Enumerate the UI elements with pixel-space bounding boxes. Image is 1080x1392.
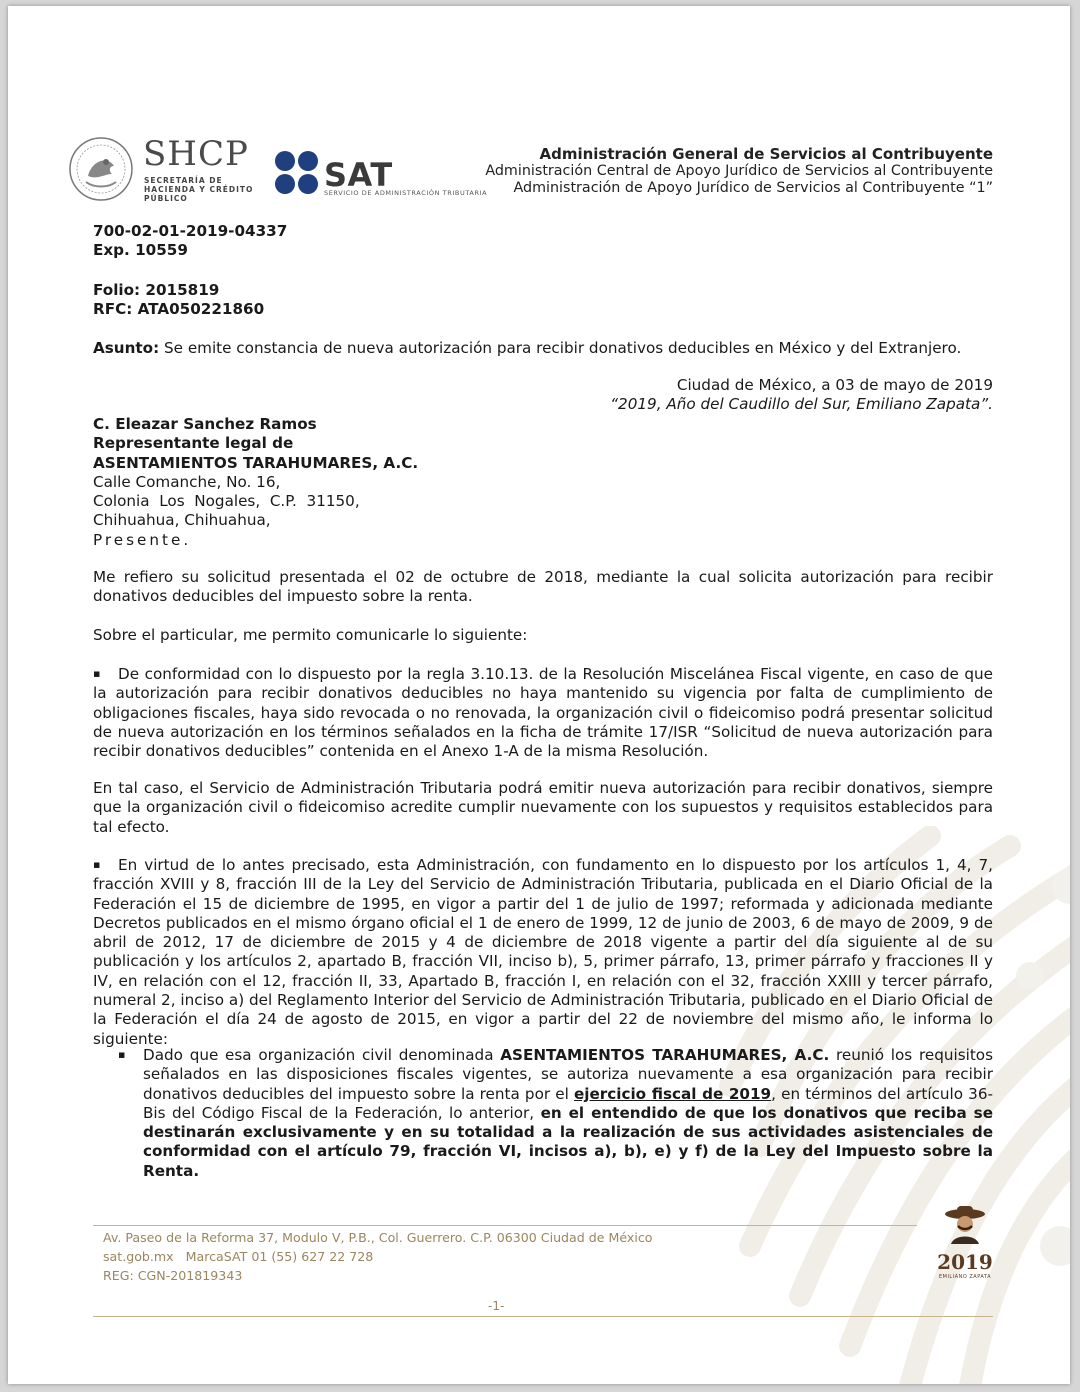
presente: Presente. — [93, 530, 192, 549]
paragraph-6 — [143, 1046, 993, 1181]
paragraph-1: Me refiero su solicitud presentada el 02 de octubre de 2018, mediante la cual solicita autorización para recibir donativos deducibles del impuesto sobre la renta. — [93, 568, 993, 606]
paragraph-3 — [93, 664, 993, 761]
paragraph-3-text: De conformidad con lo dispuesto por la regla 3.10.13. de la Resolución Miscelánea Fiscal vigente, en caso de que la autorización para recibir donativos deducibles no haya mantenido su vigencia por falta de cumplimiento de obligaciones fiscales, haya sido revocada o no renovada, la organización civil o fideicomiso podrá presentar solicitud de nueva autorización en los términos señalados en la ficha de trámite 17/ISR “Solicitud de nueva autorización para recibir donativos deducibles” contenida en el Anexo 1-A de la misma Resolución. — [93, 665, 993, 761]
zapata-portrait-icon — [942, 1204, 988, 1244]
p6-bold-clause: en el entendido de que los donativos que reciba se destinarán exclusivamente y en su totalidad a la realización de sus actividades asistenciales de conformidad con el artículo 79, fracción VI, incisos a), b), e) y f) de la Ley del Impuesto sobre la Renta. — [143, 1103, 993, 1180]
bullet-icon: ▪ — [93, 667, 101, 680]
admin-general: Administración General de Servicios al Contribuyente — [539, 145, 993, 163]
asunto-line — [93, 339, 993, 358]
logo-year: 2019 — [937, 1250, 993, 1274]
zapata-2019-logo — [930, 1204, 1000, 1290]
footer-block — [103, 1228, 652, 1285]
asunto-label: Asunto: — [93, 339, 160, 357]
expediente-number: Exp. 10559 — [93, 241, 188, 260]
addressee-name: C. Eleazar Sanchez Ramos — [93, 415, 317, 433]
bullet-icon: ▪ — [118, 1048, 126, 1061]
p6-part-b: reunió los requisitos señalados en las disposiciones fiscales vigentes, se autoriza nuevamente a esa organización para recibir donativos deducibles del impuesto sobre la renta por el — [143, 1046, 993, 1103]
shcp-logo-text: SHCP — [143, 134, 249, 174]
addressee-role: Representante legal de — [93, 434, 294, 453]
sat-subtitle: SERVICIO DE ADMINISTRACIÓN TRIBUTARIA — [324, 189, 488, 197]
issuing-office-block — [485, 146, 993, 197]
p6-part-c: , en términos del artículo 36-Bis del Código Fiscal de la Federación, lo anterior, — [143, 1084, 993, 1122]
p6-part-a: Dado que esa organización civil denominada — [143, 1046, 501, 1064]
footer-address: Av. Paseo de la Reforma 37, Modulo V, P.B., Col. Guerrero. C.P. 06300 Ciudad de México — [103, 1230, 653, 1245]
footer-contact: sat.gob.mx MarcaSAT 01 (55) 627 22 728 — [103, 1249, 374, 1264]
date-block — [93, 376, 993, 415]
sat-logo-icon — [274, 150, 320, 196]
folio-block — [93, 281, 993, 320]
addressee-colonia: Colonia Los Nogales, C.P. 31150, — [93, 492, 360, 511]
footer-divider-bottom — [93, 1316, 993, 1317]
footer-divider-top — [93, 1225, 917, 1226]
bullet-icon: ▪ — [93, 858, 101, 871]
addressee-city: Chihuahua, Chihuahua, — [93, 511, 271, 530]
p6-org: ASENTAMIENTOS TARAHUMARES, A.C. — [500, 1046, 830, 1064]
paragraph-2: Sobre el particular, me permito comunicarle lo siguiente: — [93, 626, 528, 644]
p6-ejercicio: ejercicio fiscal de 2019 — [573, 1084, 772, 1103]
asunto-text: Se emite constancia de nueva autorización para recibir donativos deducibles en México y del Extranjero. — [159, 339, 962, 357]
document-page — [8, 6, 1070, 1384]
paragraph-5-text: En virtud de lo antes precisado, esta Administración, con fundamento en lo dispuesto por los artículos 1, 4, 7, fracción XVIII y 8, fracción III de la Ley del Servicio de Administración Tributaria, publicada en el Diario Oficial de la Federación el 15 de diciembre de 1995, en vigor a partir del 1 de julio de 1997; reformada y adicionada mediante Decretos publicados en el mismo órgano oficial el 1 de enero de 1999, 12 de junio de 2003, 6 de mayo de 2009, 9 de abril de 2012, 17 de diciembre de 2015 y 4 de diciembre de 2018 vigente a partir del día siguiente al de su publicación y los artículos 2, apartado B, fracción VII, inciso b), 5, primer párrafo, 13, primer párrafo y fracciones II y IV, en relación con el 12, fracción II, 33, Apartado B, fracción I, en relación con el 32, fracción XXIII y tercer párrafo, numeral 2, inciso a) del Reglamento Interior del Servicio de Administración Tributaria, publicado en el Diario Oficial de la Federación el día 24 de agosto de 2015, en vigor a partir del 22 de noviembre del mismo año, le informa lo siguiente: — [93, 856, 993, 1048]
place-date: Ciudad de México, a 03 de mayo de 2019 — [676, 376, 993, 394]
folio-number: Folio: 2015819 — [93, 281, 220, 299]
logo-caption: EMILIANO ZAPATA — [938, 1274, 992, 1280]
admin-apoyo: Administración de Apoyo Jurídico de Servicios al Contribuyente “1” — [513, 180, 993, 196]
paragraph-5 — [93, 855, 993, 1049]
addressee-street: Calle Comanche, No. 16, — [93, 472, 281, 491]
footer-reg: REG: CGN-201819343 — [103, 1268, 243, 1283]
admin-central: Administración Central de Apoyo Jurídico de Servicios al Contribuyente — [485, 163, 993, 179]
shcp-subtitle: SECRETARÍA DE HACIENDA Y CRÉDITO PÚBLICO — [144, 176, 254, 203]
addressee-org: ASENTAMIENTOS TARAHUMARES, A.C. — [93, 453, 419, 472]
reference-block — [93, 222, 993, 261]
addressee-block — [93, 415, 993, 550]
sat-logo-text: SAT — [324, 156, 393, 194]
page-number: -1- — [488, 1299, 505, 1313]
year-motto: “2019, Año del Caudillo del Sur, Emiliano Zapata”. — [610, 395, 993, 414]
rfc-number: RFC: ATA050221860 — [93, 300, 265, 319]
paragraph-4: En tal caso, el Servicio de Administración Tributaria podrá emitir nueva autorización para recibir donativos, siempre que la organización civil o fideicomiso acredite cumplir nuevamente con los supuestos y requisitos establecidos para tal efecto. — [93, 779, 993, 836]
oficio-number: 700-02-01-2019-04337 — [93, 222, 288, 240]
mexico-coat-of-arms-icon — [68, 136, 134, 202]
